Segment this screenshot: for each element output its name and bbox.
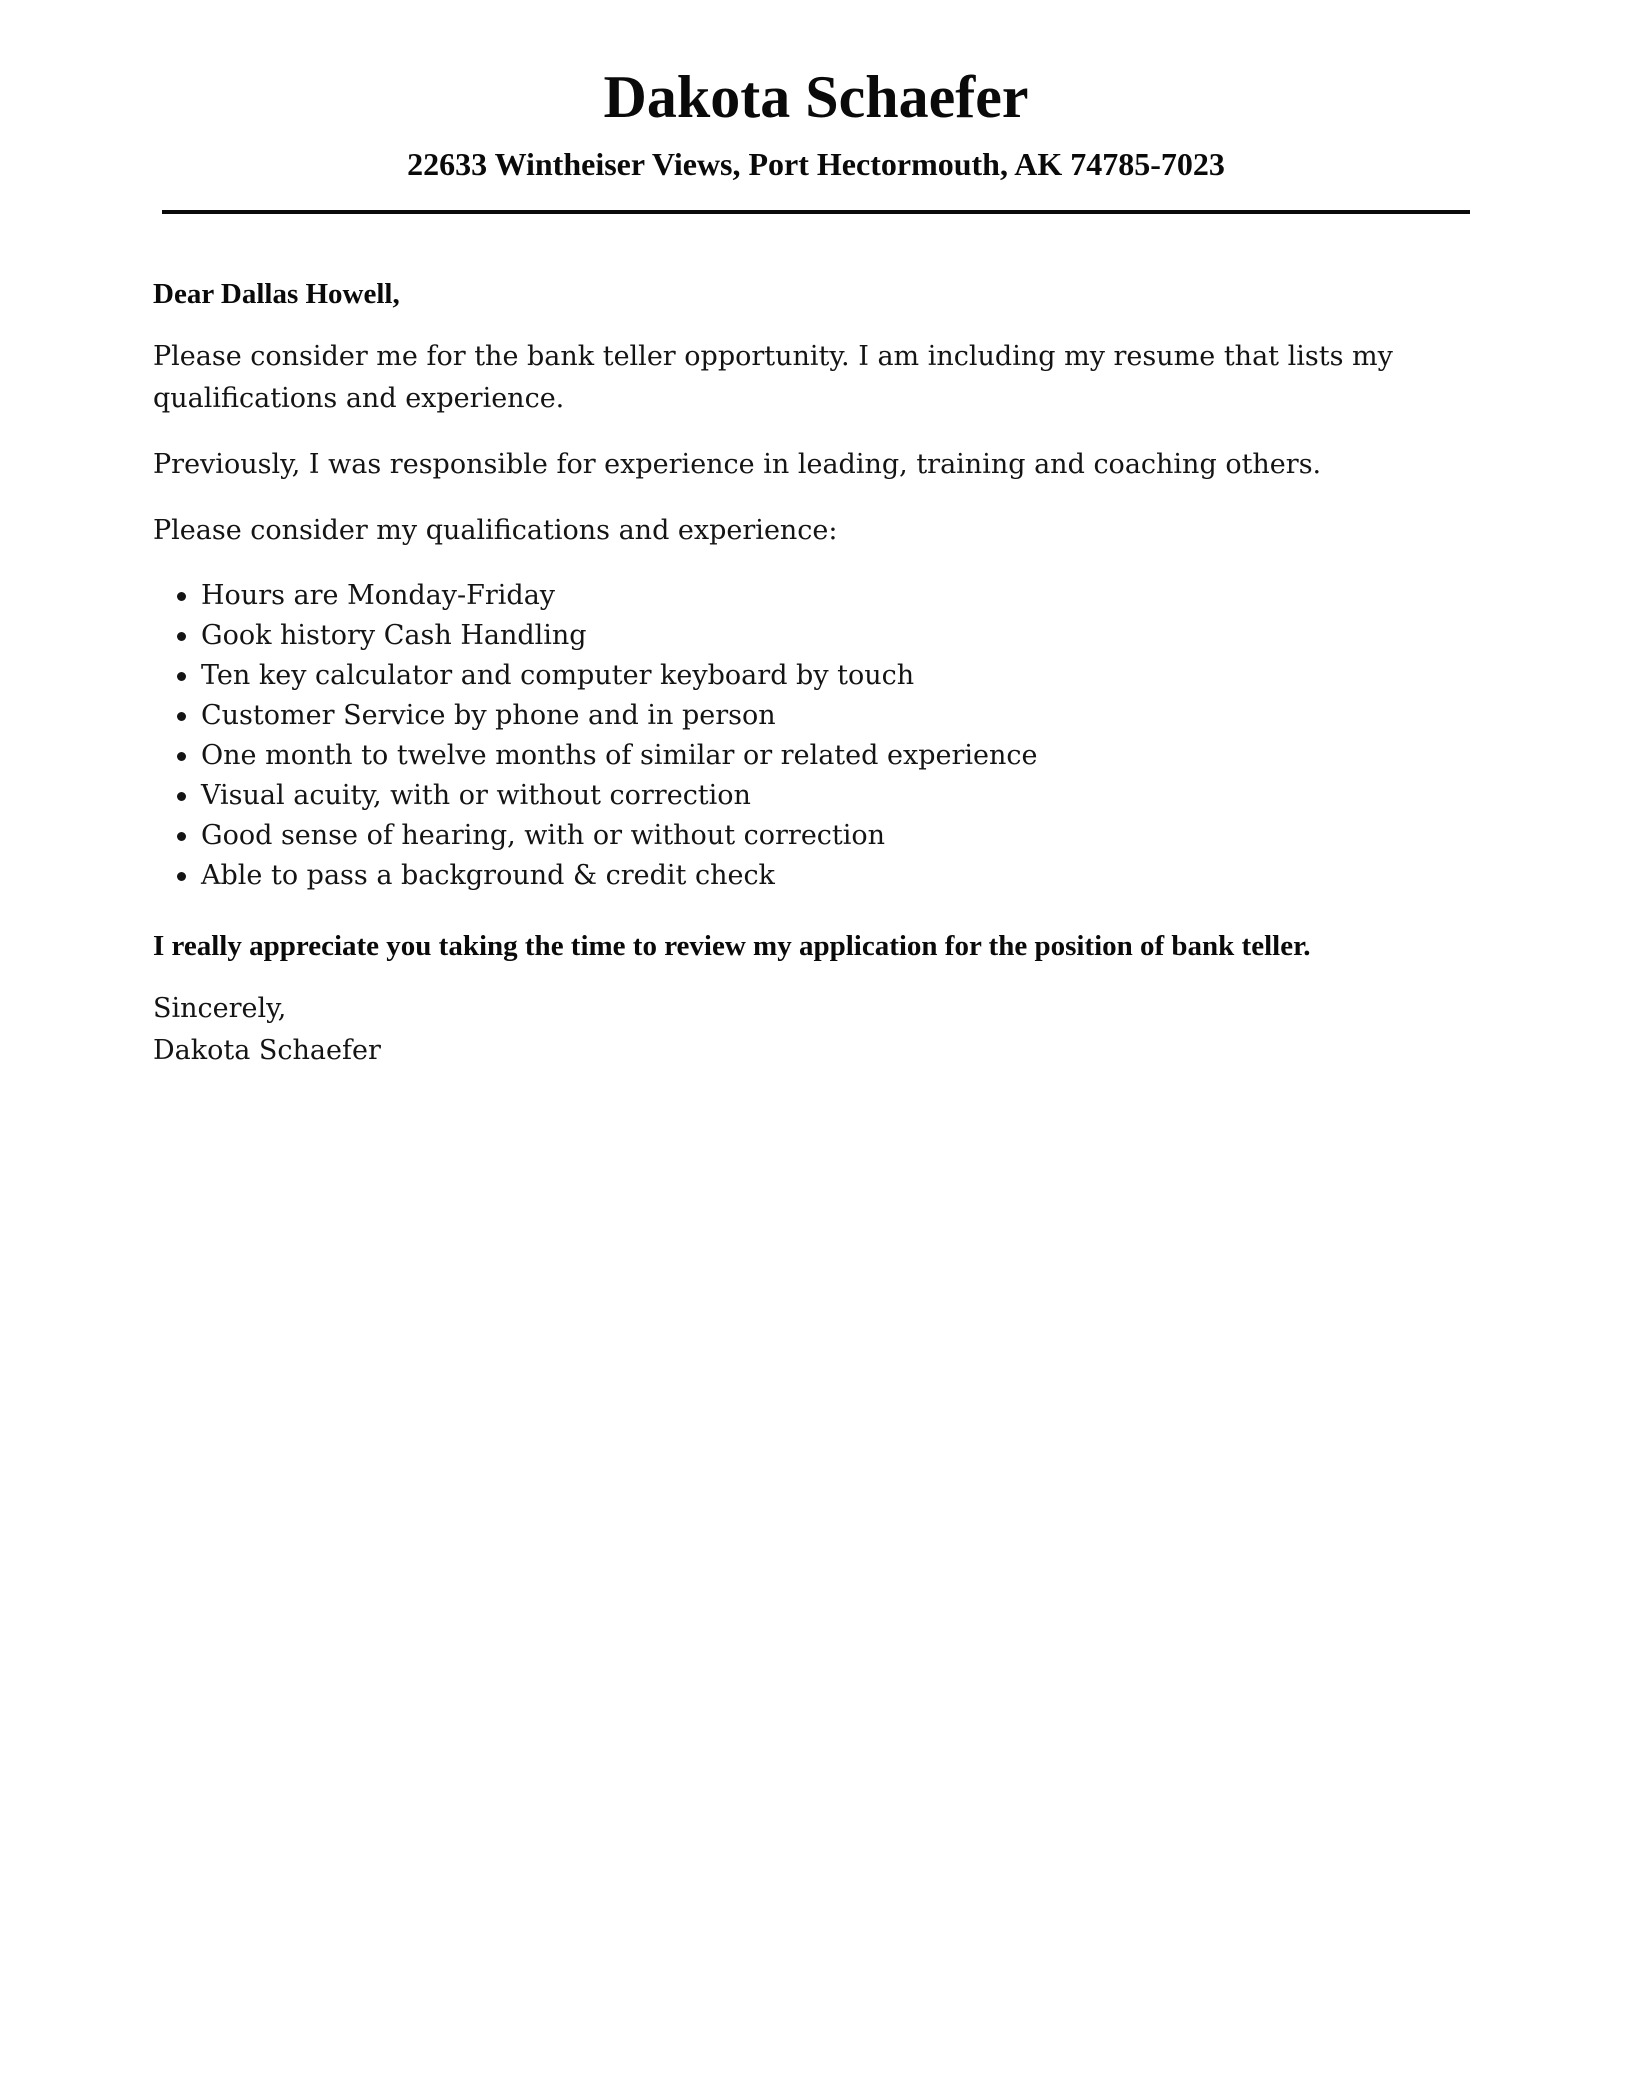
- bullet-icon: [177, 632, 186, 641]
- list-item: [153, 616, 1473, 656]
- closing-statement: I really appreciate you taking the time to review my application for the position of bank teller.: [153, 930, 1311, 962]
- bullet-icon: [177, 792, 186, 801]
- list-item-text: Hours are Monday-Friday: [201, 580, 556, 611]
- list-item-text: Good sense of hearing, with or without correction: [201, 820, 886, 851]
- signoff-text: Sincerely,: [153, 993, 287, 1024]
- list-item: [153, 576, 1473, 616]
- list-item-text: Ten key calculator and computer keyboard by touch: [201, 660, 915, 691]
- bullet-icon: [177, 592, 186, 601]
- bullet-icon: [177, 872, 186, 881]
- header-divider: [162, 210, 1470, 214]
- list-item-text: Customer Service by phone and in person: [201, 700, 776, 731]
- bullet-icon: [177, 752, 186, 761]
- list-item: [153, 816, 1473, 856]
- list-item-text: Gook history Cash Handling: [201, 620, 587, 651]
- signoff: [153, 988, 1473, 1072]
- list-item-text: Visual acuity, with or without correction: [201, 780, 751, 811]
- list-item: [153, 736, 1473, 776]
- qualifications-list: [153, 576, 1473, 896]
- list-item-text: Able to pass a background & credit check: [201, 860, 775, 891]
- bullet-icon: [177, 672, 186, 681]
- list-item-text: One month to twelve months of similar or related experience: [201, 740, 1038, 771]
- list-item: [153, 696, 1473, 736]
- salutation: Dear Dallas Howell,: [153, 278, 400, 310]
- letter-header: [162, 58, 1470, 182]
- list-item: [153, 856, 1473, 896]
- sender-name: Dakota Schaefer: [603, 64, 1029, 130]
- bullet-icon: [177, 712, 186, 721]
- letter-body: [153, 272, 1473, 1072]
- list-item: [153, 776, 1473, 816]
- list-item: [153, 656, 1473, 696]
- sender-address: 22633 Wintheiser Views, Port Hectormouth, AK 74785-7023: [407, 146, 1225, 182]
- qualifications-intro: Please consider my qualifications and experience:: [153, 515, 838, 546]
- bullet-icon: [177, 832, 186, 841]
- intro-paragraph: Please consider me for the bank teller opportunity. I am including my resume that lists my qualifications and experience.: [153, 341, 1393, 414]
- experience-paragraph: Previously, I was responsible for experience in leading, training and coaching others.: [153, 449, 1322, 480]
- signature-name: Dakota Schaefer: [153, 1035, 381, 1066]
